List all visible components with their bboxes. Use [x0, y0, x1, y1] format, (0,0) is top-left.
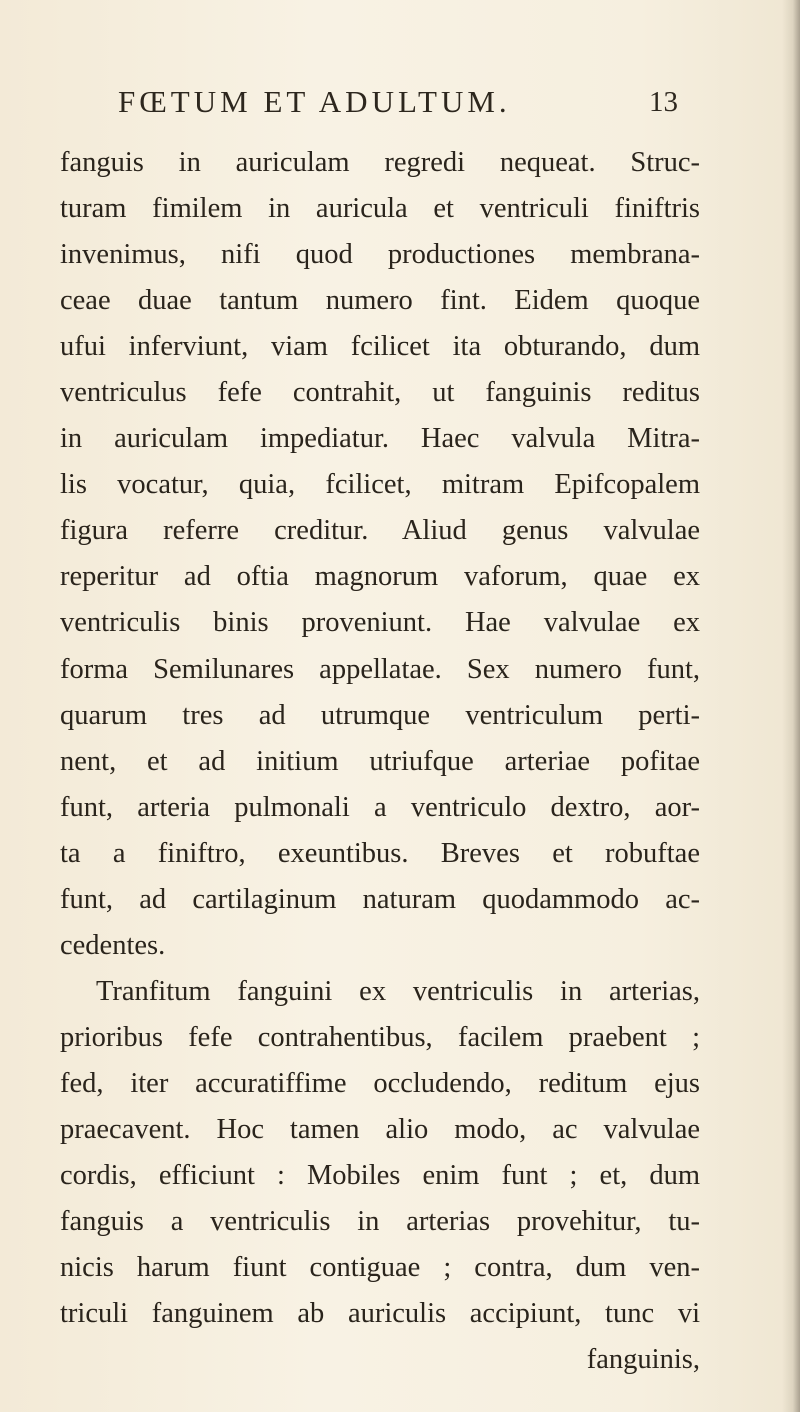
text-line: triculi fanguinem ab auriculis accipiunt, tunc vi	[60, 1298, 700, 1330]
text-line: prioribus fefe contrahentibus, facilem praebent ;	[60, 1021, 700, 1053]
text-line: funt, ad cartilaginum naturam quodammodo ac-	[60, 883, 700, 915]
paragraph-start-line: Tranfitum fanguini ex ventriculis in arterias,	[96, 975, 700, 1007]
text-line: fanguis a ventriculis in arterias provehitur, tu-	[60, 1206, 700, 1238]
text-line: fanguis in auriculam regredi nequeat. Struc-	[60, 147, 700, 178]
text-line: ta a finiftro, exeuntibus. Breves et robuftae	[60, 837, 700, 869]
text-line: forma Semilunares appellatae. Sex numero funt,	[60, 653, 700, 685]
text-line: funt, arteria pulmonali a ventriculo dextro, aor-	[60, 791, 700, 823]
body-text	[60, 140, 700, 1383]
text-line: nent, et ad initium utriufque arteriae pofitae	[60, 745, 700, 777]
text-line: ceae duae tantum numero fint. Eidem quoque	[60, 285, 700, 317]
text-line: invenimus, nifi quod productiones membrana-	[60, 239, 700, 271]
text-line: reperitur ad oftia magnorum vaforum, quae ex	[60, 561, 700, 593]
page-edge-shadow	[782, 0, 800, 1412]
text-line: figura referre creditur. Aliud genus valvulae	[60, 515, 700, 547]
text-line: nicis harum fiunt contiguae ; contra, dum ven-	[60, 1252, 700, 1284]
text-line: praecavent. Hoc tamen alio modo, ac valvulae	[60, 1113, 700, 1145]
running-head	[118, 84, 678, 124]
catchword: fanguinis,	[586, 1344, 700, 1376]
text-line: lis vocatur, quia, fcilicet, mitram Epifcopalem	[60, 469, 700, 501]
text-line: ventriculus fefe contrahit, ut fanguinis reditus	[60, 377, 700, 409]
text-line: ufui inferviunt, viam fcilicet ita obturando, dum	[60, 331, 700, 363]
text-line: quarum tres ad utrumque ventriculum perti-	[60, 699, 700, 731]
running-title: FŒTUM ET ADULTUM.	[118, 84, 511, 119]
page-number: 13	[649, 86, 678, 118]
text-line: turam fimilem in auricula et ventriculi finiftris	[60, 193, 700, 225]
text-line: in auriculam impediatur. Haec valvula Mitra-	[60, 423, 700, 455]
text-line: fed, iter accuratiffime occludendo, reditum ejus	[60, 1067, 700, 1099]
text-line: ventriculis binis proveniunt. Hae valvulae ex	[60, 607, 700, 639]
text-line: cordis, efficiunt : Mobiles enim funt ; et, dum	[60, 1160, 700, 1192]
paragraph-end-line: cedentes.	[60, 929, 166, 961]
